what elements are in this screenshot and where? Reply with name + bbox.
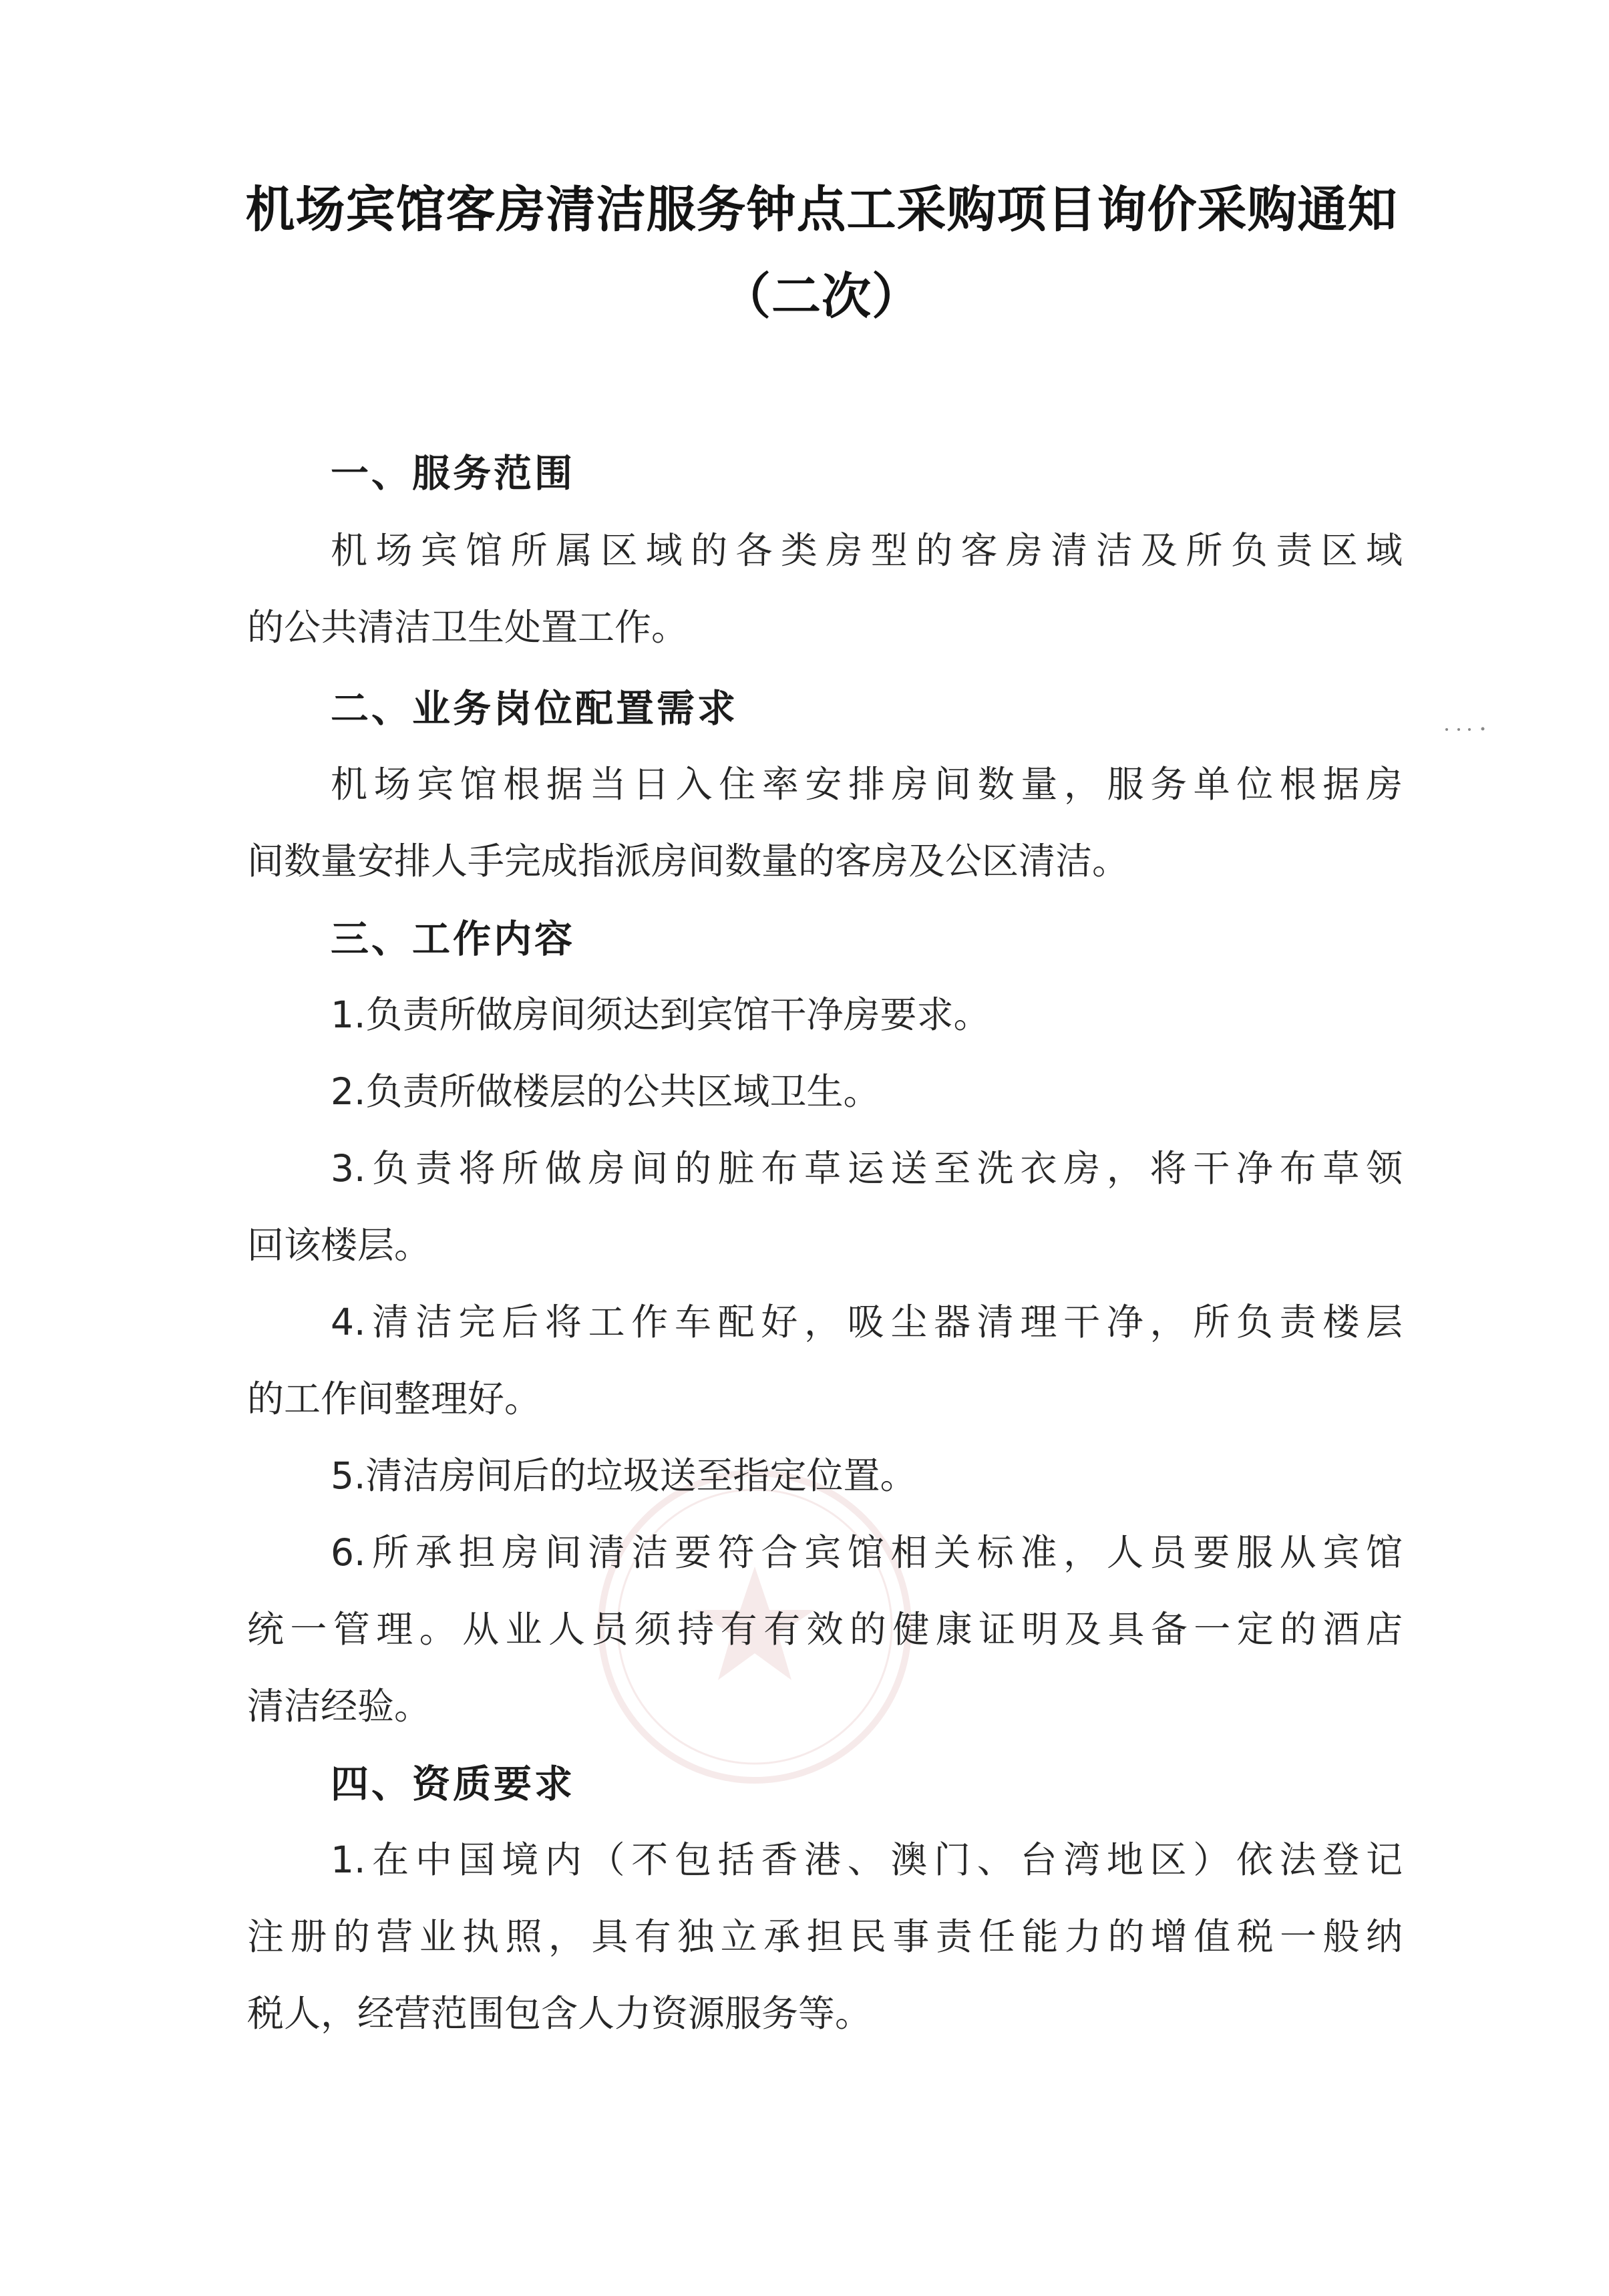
- scan-speck-icon: [1443, 727, 1489, 732]
- document-title-suffix: （二次）: [721, 268, 922, 325]
- paragraph-line: 2.负责所做楼层的公共区域卫生。: [331, 1070, 880, 1113]
- section-heading: 一、服务范围: [331, 452, 575, 496]
- section-heading: 四、资质要求: [331, 1762, 575, 1806]
- paragraph-line: 注册的营业执照，具有独立承担民事责任能力的增值税一般纳: [247, 1915, 1403, 1958]
- paragraph-line: 机场宾馆根据当日入住率安排房间数量，服务单位根据房: [331, 763, 1403, 806]
- paragraph-line: 回该楼层。: [247, 1224, 431, 1267]
- paragraph-line: 的工作间整理好。: [247, 1377, 542, 1420]
- section-heading: 二、业务岗位配置需求: [331, 687, 738, 731]
- paragraph-line: 1.负责所做房间须达到宾馆干净房要求。: [331, 993, 991, 1036]
- paragraph-line: 机场宾馆所属区域的各类房型的客房清洁及所负责区域: [331, 529, 1403, 572]
- paragraph-line: 4.清洁完后将工作车配好，吸尘器清理干净，所负责楼层: [331, 1301, 1403, 1343]
- paragraph-line: 1.在中国境内（不包括香港、澳门、台湾地区）依法登记: [331, 1838, 1403, 1881]
- paragraph-line: 3.负责将所做房间的脏布草运送至洗衣房，将干净布草领: [331, 1147, 1403, 1190]
- paragraph-line: 统一管理。从业人员须持有有效的健康证明及具备一定的酒店: [247, 1608, 1403, 1651]
- paragraph-line: 的公共清洁卫生处置工作。: [247, 606, 689, 649]
- paragraph-line: 清洁经验。: [247, 1685, 431, 1728]
- document-title: 机场宾馆客房清洁服务钟点工采购项目询价采购通知: [245, 181, 1398, 238]
- section-heading: 三、工作内容: [331, 917, 575, 961]
- paragraph-line: 间数量安排人手完成指派房间数量的客房及公区清洁。: [247, 840, 1129, 882]
- paragraph-line: 5.清洁房间后的垃圾送至指定位置。: [331, 1454, 917, 1497]
- paragraph-line: 税人，经营范围包含人力资源服务等。: [247, 1992, 872, 2035]
- paragraph-line: 6.所承担房间清洁要符合宾馆相关标准，人员要服从宾馆: [331, 1531, 1403, 1574]
